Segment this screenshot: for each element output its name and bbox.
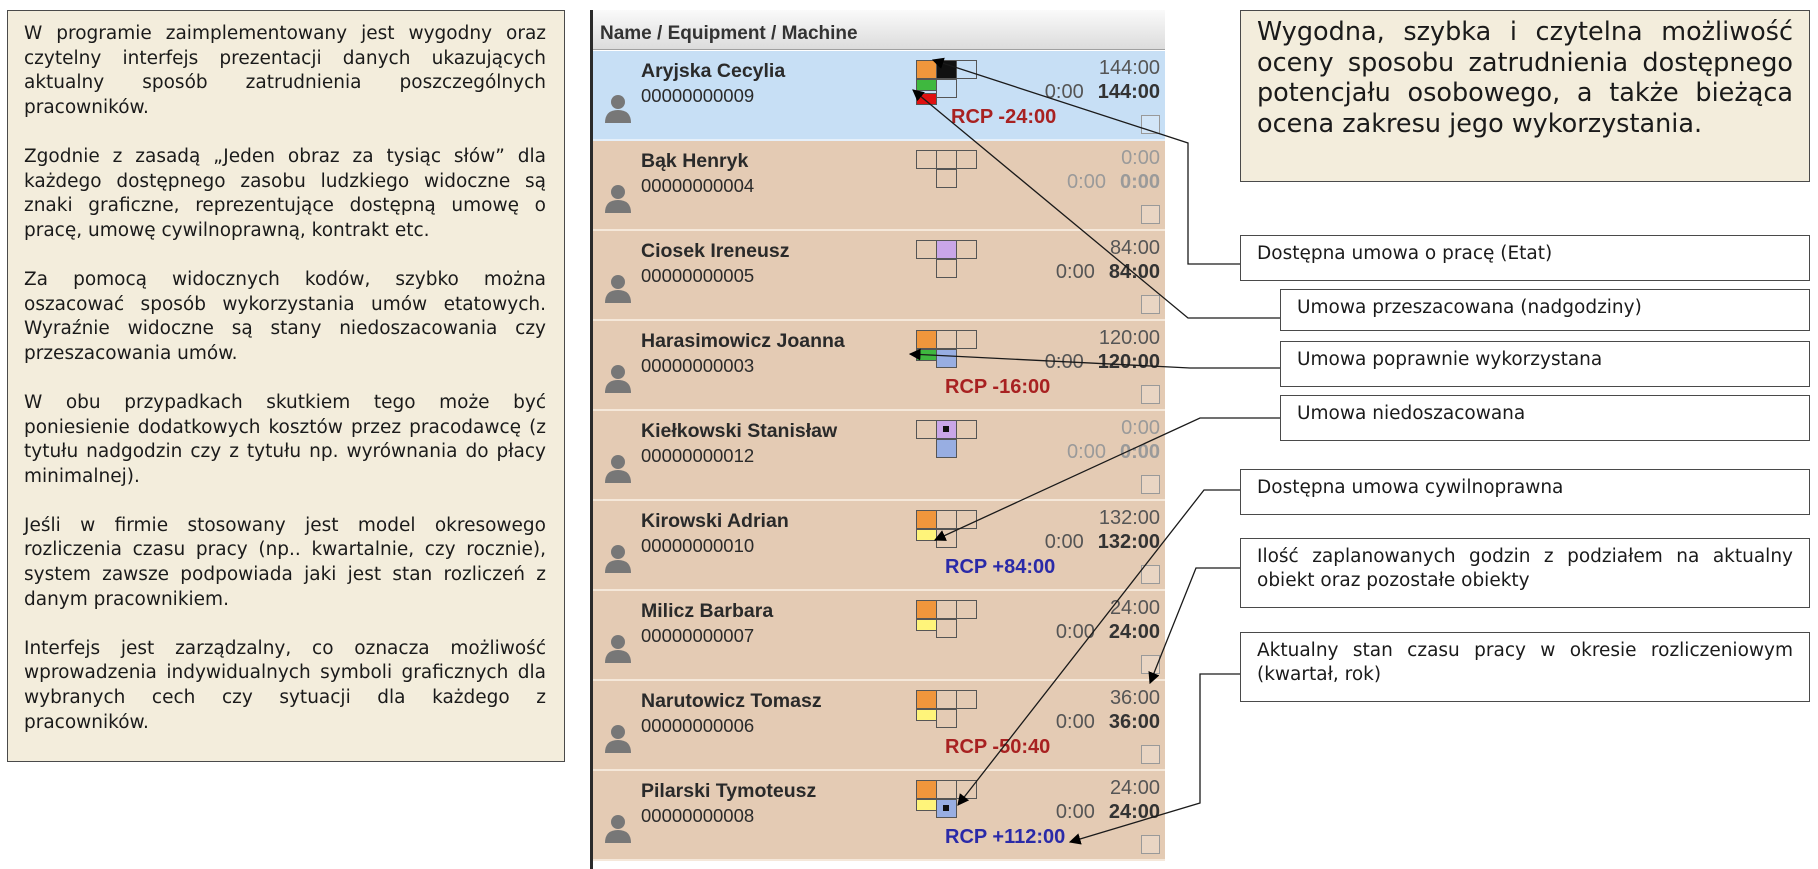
civil-contract-icon [936,259,957,278]
description-paragraph: Interfejs jest zarządzalny, co oznacza możliwość wprowadzenia indywidualnych symboli graficznych dla wybranych cech czy sytuacji dla każdego z pracowników. [24,637,546,733]
empty-contract-icon [956,600,977,619]
summary-note: Wygodna, szybka i czytelna możliwość oceny sposobu zatrudnienia dostępnego potencjału osobowego, a także bieżąca ocena zakresu jego wykorzystania. [1240,10,1810,182]
rcp-status: RCP +112:00 [945,826,1066,848]
other-contract-icon [936,240,957,259]
usage-ok-icon [916,79,937,91]
callout-work-time-status: Aktualny stan czasu pracy w okresie rozliczeniowym (kwartał, rok) [1240,632,1810,702]
planned-other: 0:00 [1067,171,1106,193]
person-icon [603,183,633,213]
hours-top: 120:00 [1098,327,1160,349]
planned-other: 0:00 [1055,801,1095,823]
civil-contract-icon [936,529,957,548]
civil-contract-icon [936,79,957,98]
hours-bottom [1056,711,1160,734]
employee-row[interactable] [593,141,1165,231]
contract-indicators [916,150,986,210]
hours-bottom [1045,531,1160,554]
contract-indicators [916,240,986,300]
employee-name: Aryjska Cecylia [641,60,786,82]
hours-bottom [1056,801,1160,824]
employee-row[interactable] [593,231,1165,321]
rcp-status: RCP -16:00 [945,376,1051,398]
hours-top: 36:00 [1109,687,1160,709]
callout-correct: Umowa poprawnie wykorzystana [1280,341,1810,387]
hours-bottom [1045,81,1160,104]
employee-name: Kiełkowski Stanisław [641,420,838,442]
person-icon [603,723,633,753]
planned-other: 0:00 [1044,531,1084,553]
row-checkbox[interactable] [1141,295,1160,314]
employee-row[interactable] [593,501,1165,591]
person-icon [603,453,633,483]
empty-contract-icon [936,330,957,349]
employee-grid [590,10,1165,869]
employee-row[interactable] [593,411,1165,501]
contract-indicators [916,600,986,660]
employee-row[interactable] [593,591,1165,681]
grid-header[interactable]: Name / Equipment / Machine [593,10,1165,50]
planned-other: 0:00 [1067,441,1106,463]
civil-contract-icon [936,619,957,638]
rcp-status: RCP +84:00 [945,556,1056,578]
employee-name: Narutowicz Tomasz [641,690,822,712]
planned-current: 0:00 [1119,171,1160,193]
planned-current: 120:00 [1097,351,1160,373]
etat-contract-icon [916,60,937,79]
planned-current: 144:00 [1097,81,1160,103]
person-icon [603,273,633,303]
empty-contract-icon [936,150,957,169]
rcp-status: RCP -50:40 [945,736,1051,758]
usage-ok-icon [916,349,937,361]
planned-current: 24:00 [1108,621,1160,643]
employee-id: 00000000009 [641,85,755,106]
planned-current: 24:00 [1108,801,1160,823]
hours-bottom [1067,441,1160,464]
hours-top: 132:00 [1098,507,1160,529]
person-icon [603,93,633,123]
empty-contract-icon [936,780,957,799]
employee-id: 00000000010 [641,535,755,556]
usage-under-icon [916,799,937,811]
callout-overestimated: Umowa przeszacowana (nadgodziny) [1280,289,1810,331]
civil-contract-icon [936,169,957,188]
description-paragraph: Zgodnie z zasadą „Jeden obraz za tysiąc słów” dla każdego dostępnego zasobu ludzkiego widoczne są znaki graficzne, reprezentujące dostępną umowę o pracę, umowę cywilnoprawną, kontrakt etc. [24,145,546,241]
planned-current: 132:00 [1097,531,1160,553]
empty-contract-icon [916,240,937,259]
empty-contract-icon [956,330,977,349]
row-checkbox[interactable] [1141,205,1160,224]
usage-under-icon [916,709,937,721]
hours-top: 24:00 [1109,597,1160,619]
empty-contract-icon [956,690,977,709]
empty-contract-icon [936,600,957,619]
extra-contract-icon [936,60,957,79]
contract-indicators [916,420,986,480]
description-paragraph: Za pomocą widocznych kodów, szybko można oszacować sposób wykorzystania umów etatowych. Wyraźnie widoczne są stany niedoszacowania czy przeszacowania umów. [24,268,546,364]
employee-name: Bąk Henryk [641,150,749,172]
row-checkbox[interactable] [1141,835,1160,854]
employee-name: Harasimowicz Joanna [641,330,845,352]
employee-id: 00000000007 [641,625,755,646]
usage-over-icon [916,93,937,105]
empty-contract-icon [916,150,937,169]
empty-contract-icon [956,150,977,169]
employee-name: Milicz Barbara [641,600,774,622]
empty-contract-icon [956,420,977,439]
callout-civil-contract: Dostępna umowa cywilnoprawna [1240,469,1810,515]
etat-contract-icon [916,330,937,349]
row-checkbox[interactable] [1141,475,1160,494]
employee-id: 00000000004 [641,175,755,196]
row-checkbox[interactable] [1141,655,1160,674]
hours-top: 0:00 [1121,147,1160,169]
civil-contract-icon [936,439,957,458]
planned-other: 0:00 [1055,621,1095,643]
planned-current: 0:00 [1119,441,1160,463]
employee-row[interactable] [593,51,1165,141]
civil-contract-icon [936,709,957,728]
description-paragraph: W obu przypadkach skutkiem tego może być poniesienie dodatkowych kosztów przez pracodawcę (z tytułu nadgodzin czy z tytułu np. wyrównania do płacy minimalnej). [24,391,546,487]
empty-contract-icon [956,240,977,259]
employee-id: 00000000005 [641,265,755,286]
row-checkbox[interactable] [1141,115,1160,134]
empty-contract-icon [916,420,937,439]
employee-row[interactable] [593,771,1165,861]
planned-other: 0:00 [1055,711,1095,733]
rcp-status: RCP -24:00 [951,106,1057,128]
hours-bottom [1056,621,1160,644]
empty-contract-icon [936,690,957,709]
planned-other: 0:00 [1044,351,1084,373]
person-icon [603,543,633,573]
usage-under-icon [916,619,937,631]
etat-contract-icon [916,780,937,799]
employee-name: Pilarski Tymoteusz [641,780,817,802]
row-checkbox[interactable] [1141,565,1160,584]
row-checkbox[interactable] [1141,385,1160,404]
person-icon [603,813,633,843]
description-paragraph: W programie zaimplementowany jest wygodny oraz czytelny interfejs prezentacji danych ukazujących aktualny sposób zatrudnienia poszczególnych pracowników. [24,23,546,118]
employee-id: 00000000006 [641,715,755,736]
hours-bottom [1067,171,1160,194]
description-note [7,10,565,762]
callout-underestimated: Umowa niedoszacowana [1280,395,1810,441]
description-paragraph: Jeśli w firmie stosowany jest model okresowego rozliczenia czasu pracy (np.. kwartalnie, czy rocznie), system zawsze podpowiada jaki jest stan rozliczeń z danym pracownikiem. [24,514,546,610]
planned-current: 84:00 [1108,261,1160,283]
civil-contract-icon [936,349,957,368]
hours-bottom [1045,351,1160,374]
callout-etat: Dostępna umowa o pracę (Etat) [1240,235,1810,281]
person-icon [603,633,633,663]
hours-top: 0:00 [1121,417,1160,439]
planned-other: 0:00 [1055,261,1095,283]
empty-contract-icon [956,60,977,79]
hours-top: 24:00 [1109,777,1160,799]
employee-row[interactable] [593,321,1165,411]
employee-row[interactable] [593,681,1165,771]
hours-top: 144:00 [1098,57,1160,79]
row-checkbox[interactable] [1141,745,1160,764]
callout-planned-hours: Ilość zaplanowanych godzin z podziałem na aktualny obiekt oraz pozostałe obiekty [1240,538,1810,608]
etat-contract-icon [916,510,937,529]
etat-contract-icon [916,600,937,619]
empty-contract-icon [956,510,977,529]
employee-id: 00000000012 [641,445,755,466]
employee-name: Kirowski Adrian [641,510,789,532]
other-contract-icon [936,420,957,439]
employee-id: 00000000003 [641,355,755,376]
civil-contract-icon [936,799,957,818]
hours-top: 84:00 [1109,237,1160,259]
person-icon [603,363,633,393]
employee-id: 00000000008 [641,805,755,826]
planned-current: 36:00 [1108,711,1160,733]
empty-contract-icon [956,780,977,799]
planned-other: 0:00 [1044,81,1084,103]
employee-name: Ciosek Ireneusz [641,240,790,262]
hours-bottom [1056,261,1160,284]
usage-under-icon [916,529,937,541]
empty-contract-icon [936,510,957,529]
etat-contract-icon [916,690,937,709]
